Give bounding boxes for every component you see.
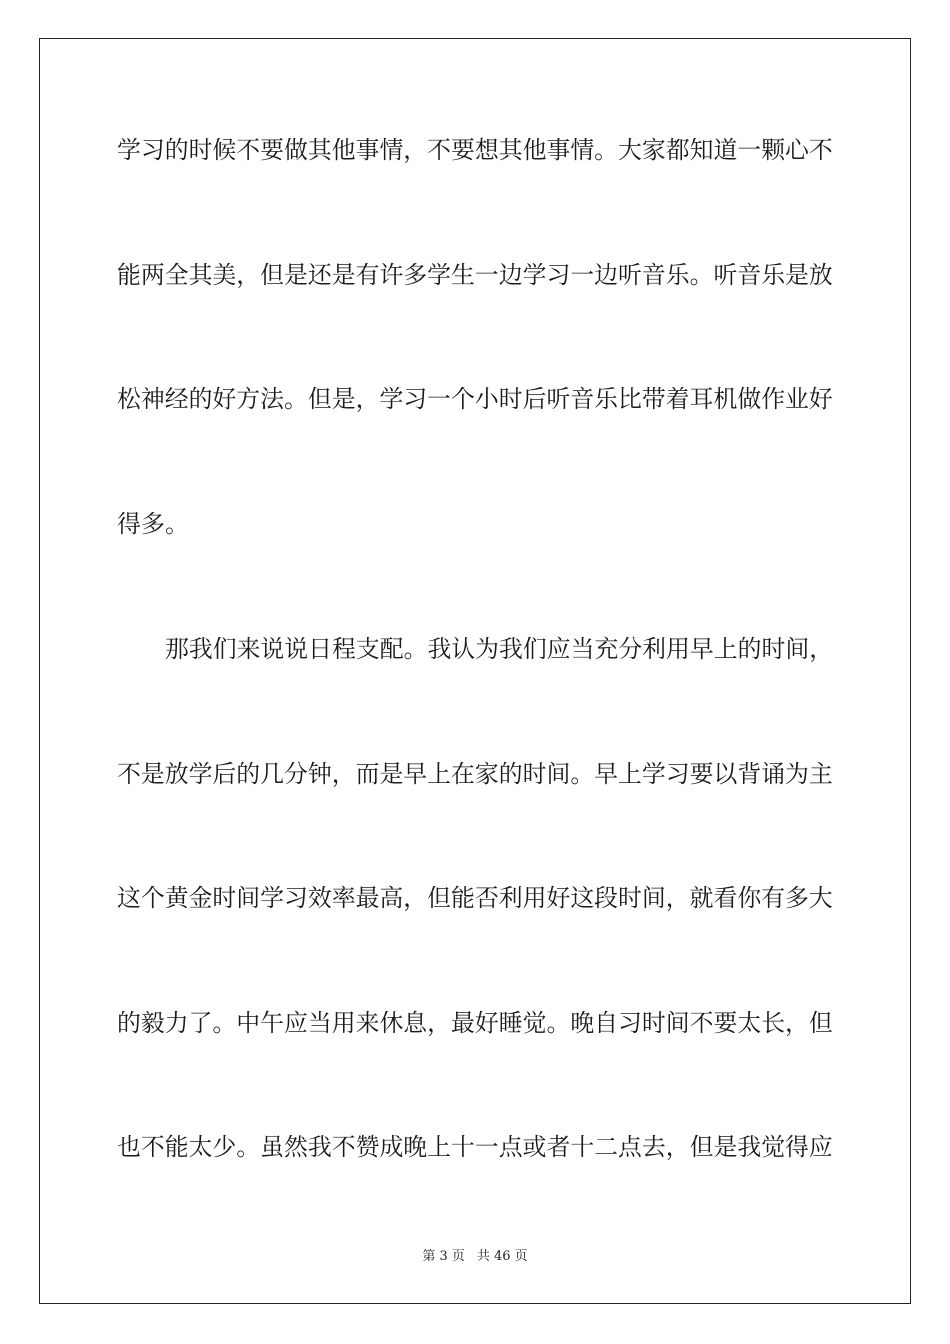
paragraph-line: 不是放学后的几分钟，而是早上在家的时间。早上学习要以背诵为主 (117, 760, 833, 788)
paragraph-line: 这个黄金时间学习效率最高，但能否利用好这段时间，就看你有多大 (117, 884, 833, 912)
page-border (39, 38, 911, 1304)
paragraph-line: 松神经的好方法。但是，学习一个小时后听音乐比带着耳机做作业好 (117, 385, 833, 413)
paragraph-line: 那我们来说说日程支配。我认为我们应当充分利用早上的时间， (165, 635, 834, 663)
paragraph-line: 能两全其美，但是还是有许多学生一边学习一边听音乐。听音乐是放 (117, 261, 833, 289)
page-footer (0, 1248, 950, 1266)
page-number: 第 3 页 (422, 1249, 465, 1264)
paragraph-line: 得多。 (117, 510, 189, 538)
total-pages: 共 46 页 (476, 1249, 528, 1264)
paragraph-line: 的毅力了。中午应当用来休息，最好睡觉。晚自习时间不要太长，但 (117, 1009, 833, 1037)
paragraph-line: 学习的时候不要做其他事情，不要想其他事情。大家都知道一颗心不 (117, 136, 833, 164)
paragraph-line: 也不能太少。虽然我不赞成晚上十一点或者十二点去，但是我觉得应 (117, 1133, 833, 1161)
